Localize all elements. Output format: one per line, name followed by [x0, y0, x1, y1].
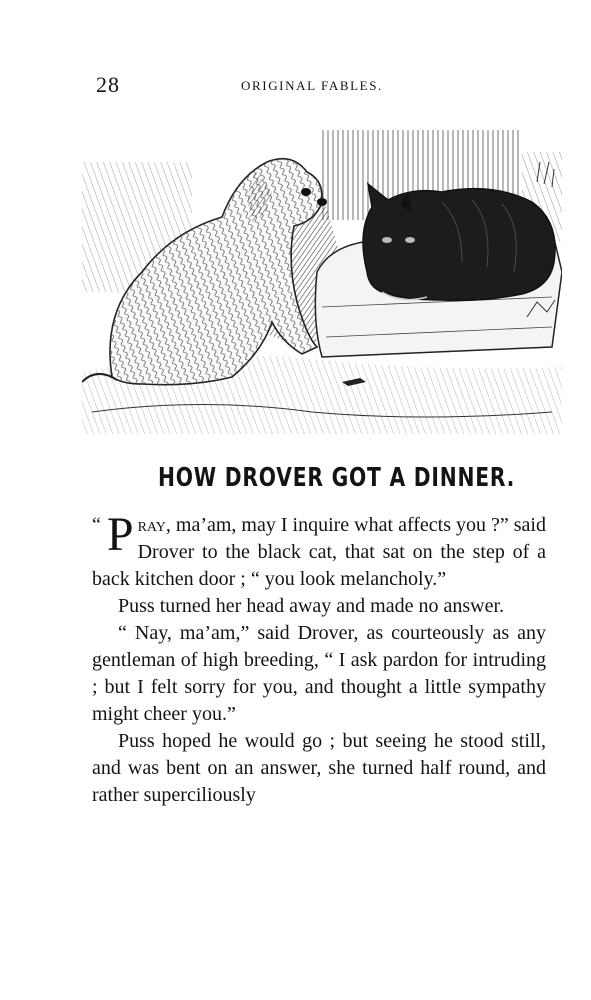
engraving-dog-and-black-cat-icon	[82, 122, 562, 434]
drop-cap-word-rest: ray,	[137, 514, 171, 536]
page-number: 28	[96, 72, 120, 97]
paragraph-3: “ Nay, ma’am,” said Drover, as courteously as any gentleman of high breeding, “ I ask pardon for intruding ; but I felt sorry for you, and thought a little sympathy might cheer you.”	[92, 622, 546, 725]
drop-cap: P	[106, 508, 134, 561]
running-title: ORIGINAL FABLES.	[241, 78, 383, 93]
opening-quote: “	[92, 514, 101, 536]
body-text	[92, 508, 546, 809]
paragraph-4: Puss hoped he would go ; but seeing he stood still, and was bent on an answer, she turned half round, and rather superciliously	[92, 730, 546, 806]
paragraph-2: Puss turned her head away and made no answer.	[118, 595, 504, 617]
paragraph-1-text: ma’am, may I inquire what affects you ?” said Drover to the black cat, that sat on the step of a back kitchen door ; “ you look melancholy.”	[92, 514, 546, 590]
paragraph-1	[92, 508, 546, 593]
chapter-title: HOW DROVER GOT A DINNER.	[158, 463, 516, 493]
